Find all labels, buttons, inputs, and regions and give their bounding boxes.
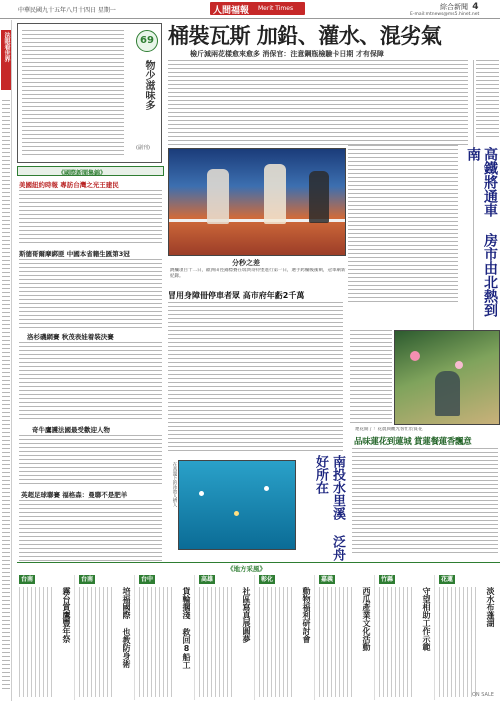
local-item-5-headline: 動物福利研討會 bbox=[302, 587, 311, 643]
footer-note: ON SALE bbox=[472, 692, 494, 698]
local-item-7 bbox=[377, 575, 435, 700]
local-item-3-text bbox=[139, 587, 175, 697]
swimmer-3 bbox=[264, 486, 269, 491]
local-item-4-text bbox=[199, 587, 235, 697]
local-item-3 bbox=[137, 575, 195, 700]
column-text-left bbox=[22, 30, 124, 158]
masthead-logo: 人間福報 bbox=[213, 6, 250, 16]
right-story-headline: 高鐵將通車 房市由北熱到南 bbox=[465, 147, 498, 317]
local-item-2 bbox=[77, 575, 135, 700]
world-item-2-text bbox=[19, 259, 162, 329]
local-item-6-headline: 西瓜產業文化活動 bbox=[362, 587, 371, 651]
world-item-1-headline: 美國紐約時報 專訪台灣之光王建民 bbox=[19, 181, 119, 189]
local-item-6-tag: 嘉義 bbox=[320, 576, 333, 583]
lotus-side-text bbox=[350, 330, 392, 425]
lotus-person bbox=[435, 371, 460, 416]
runner-3 bbox=[309, 171, 329, 223]
local-news-title: 《地方采風》 bbox=[227, 565, 266, 573]
lotus-flower-2 bbox=[455, 361, 463, 369]
world-item-4-headline: 奇牛鷹護法國最受歡迎人物 bbox=[32, 426, 110, 434]
main-headline: 桶裝瓦斯 加鉛、灌水、混劣氣 bbox=[168, 23, 442, 48]
lotus-caption: 連花開了！花農與觀光客忙於賞花 bbox=[355, 427, 423, 432]
local-item-1-headline: 霧台賞鷹豐年祭 bbox=[62, 587, 71, 643]
local-item-3-tag: 台中 bbox=[140, 576, 153, 583]
local-item-7-tag: 竹縣 bbox=[380, 576, 393, 583]
world-item-3-text bbox=[19, 342, 162, 422]
sports-photo bbox=[168, 148, 346, 256]
column-badge bbox=[136, 30, 158, 52]
local-item-8 bbox=[437, 575, 499, 700]
local-item-4 bbox=[197, 575, 255, 700]
side-strip-label: 法眼看世界 bbox=[3, 32, 10, 62]
pool-caption: 在高溫下的泳池人擠人 bbox=[172, 462, 177, 507]
main-body-text bbox=[168, 60, 468, 145]
masthead bbox=[0, 0, 500, 19]
local-item-5-text bbox=[259, 587, 295, 697]
runner-2 bbox=[264, 164, 286, 224]
lotus-flower-1 bbox=[410, 351, 420, 361]
world-item-3-headline: 洛杉磯網賽 秋茂表娃着裝決賽 bbox=[27, 333, 114, 341]
world-item-5-text bbox=[19, 500, 162, 562]
column-tag: (副刊) bbox=[136, 145, 150, 151]
local-item-1-text bbox=[19, 587, 55, 697]
local-item-3-headline: 貨輪擱淺 救回8船工 bbox=[182, 587, 191, 669]
local-item-8-headline: 淡水布蓬湖 bbox=[486, 587, 495, 627]
lotus-headline: 品味蓮花到蓮城 賞蓮餐蓮香飄意 bbox=[354, 437, 472, 447]
side-strip-text bbox=[2, 100, 10, 690]
local-item-7-text bbox=[379, 587, 415, 697]
local-item-6 bbox=[317, 575, 375, 700]
world-item-2-headline: 斯德哥爾摩綁匪 中國本省籍生匯第3冠 bbox=[19, 250, 130, 258]
masthead-logo-box bbox=[210, 2, 305, 15]
local-item-6-text bbox=[319, 587, 355, 697]
column-badge-number: 69 bbox=[140, 35, 154, 46]
local-news bbox=[17, 562, 500, 701]
local-item-1 bbox=[17, 575, 75, 700]
world-news-title-bar bbox=[17, 166, 164, 176]
local-item-2-tag: 台南 bbox=[80, 576, 93, 583]
local-item-2-text bbox=[79, 587, 115, 697]
world-item-5-headline: 英超足球聯賽 福格森：曼聯不是肥羊 bbox=[21, 491, 128, 499]
column-title: 物少滋味多 bbox=[143, 60, 154, 110]
lotus-body bbox=[352, 448, 498, 553]
masthead-logo-en: Merit Times bbox=[258, 5, 294, 12]
local-item-5-tag: 彰化 bbox=[260, 576, 273, 583]
world-item-1-text bbox=[19, 190, 162, 245]
lotus-photo bbox=[394, 330, 500, 425]
local-item-5 bbox=[257, 575, 315, 700]
runner-1 bbox=[207, 169, 229, 224]
local-item-8-tag: 花蓮 bbox=[440, 576, 453, 583]
local-item-4-headline: 社區寫真展圓夢 bbox=[242, 587, 251, 643]
tamsui-story bbox=[300, 455, 350, 573]
left-margin-strip bbox=[0, 20, 12, 701]
local-item-4-tag: 高雄 bbox=[200, 576, 213, 583]
swimmer-2 bbox=[234, 511, 239, 516]
masthead-date: 中華民國九十五年八月十四日 星期一 bbox=[18, 7, 116, 14]
local-item-8-text bbox=[439, 587, 479, 697]
world-item-4-text bbox=[19, 435, 162, 487]
local-item-7-headline: 守望相助工作示範 bbox=[422, 587, 431, 651]
world-news bbox=[17, 166, 164, 566]
swimmer-1 bbox=[199, 491, 204, 496]
page-number: 4 bbox=[472, 2, 479, 12]
local-item-2-headline: 培福國際 也教防身術 bbox=[122, 587, 131, 668]
right-story-body bbox=[348, 145, 458, 305]
pool-photo bbox=[178, 460, 296, 550]
right-story-text bbox=[476, 60, 499, 140]
sports-caption: 跳欄項目十二日，歐洲田徑錦標賽在瑞典哥特堡進行第一日，選手跨欄後衝刺，冠軍刷新紀錄。 bbox=[170, 268, 346, 279]
section-name: 綜合新聞 bbox=[440, 3, 468, 11]
masthead-email: E-mail:mtnews@ms5.hinet.net bbox=[410, 12, 480, 17]
middle-story-headline: 冒用身障冊停車者眾 高市府年虧2千萬 bbox=[168, 291, 305, 300]
main-subhead: 檢斤減兩花樣愈來愈多 消保官：注意鋼瓶檢驗卡日期 才有保障 bbox=[190, 50, 384, 58]
right-story-headline-area bbox=[348, 145, 500, 330]
world-news-title: 《國際新聞集錦》 bbox=[58, 170, 107, 177]
masthead-section bbox=[440, 2, 479, 12]
local-item-1-tag: 台南 bbox=[20, 576, 33, 583]
middle-story-text bbox=[168, 302, 343, 452]
tamsui-headline: 南投水里溪 泛舟好所在 bbox=[313, 455, 345, 561]
column-box bbox=[17, 23, 162, 163]
sports-caption-title: 分秒之差 bbox=[232, 259, 260, 267]
